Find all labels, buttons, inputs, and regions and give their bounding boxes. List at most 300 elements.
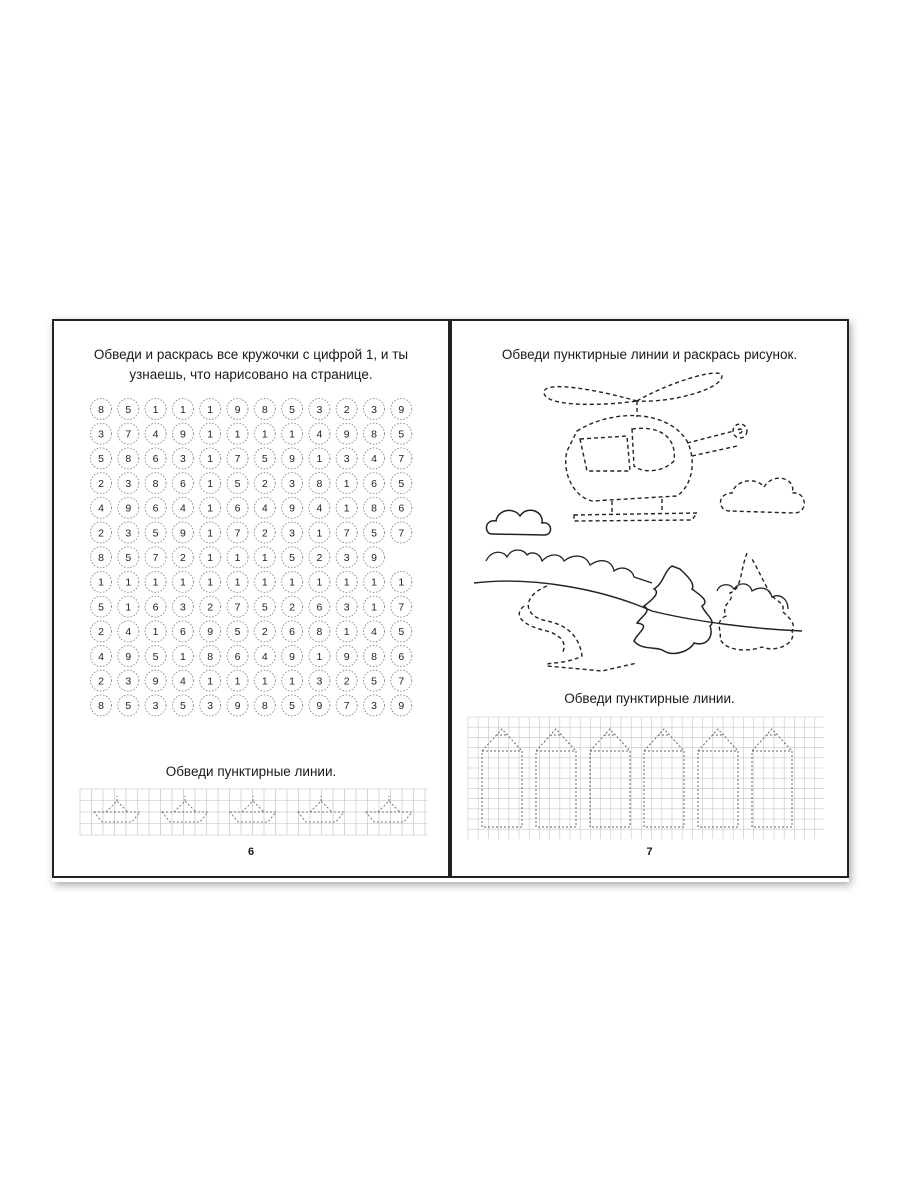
number-circle: [254, 695, 275, 716]
number-circle: [336, 547, 357, 568]
circle-digit: 9: [125, 502, 132, 515]
circle-digit: 1: [289, 675, 296, 688]
number-circle: [118, 423, 139, 444]
circle-digit: 9: [343, 650, 350, 663]
circle-digit: 1: [289, 576, 296, 589]
number-circle: [118, 621, 139, 642]
circle-digit: 1: [179, 403, 186, 416]
number-circle: [172, 399, 193, 420]
number-circle: [364, 399, 385, 420]
number-circle: [200, 571, 221, 592]
number-circle: [254, 399, 275, 420]
helicopter-landscape-drawing: [452, 321, 851, 681]
circle-digit: 5: [398, 477, 405, 490]
circle-digit: 1: [343, 626, 350, 639]
circle-digit: 4: [261, 502, 268, 515]
number-circle: [336, 596, 357, 617]
circle-digit: 2: [261, 477, 268, 490]
number-circle: [118, 522, 139, 543]
workbook-spread: [52, 319, 849, 882]
number-circle: [309, 473, 330, 494]
number-circle: [91, 399, 112, 420]
circle-digit: 4: [261, 650, 268, 663]
number-circle: [145, 497, 166, 518]
number-circle: [364, 423, 385, 444]
circle-digit: 8: [371, 502, 377, 515]
circle-digit: 4: [98, 502, 104, 515]
circle-digit: 1: [207, 552, 214, 564]
number-circle: [254, 621, 275, 642]
number-circle: [227, 547, 248, 568]
circle-digit: 8: [371, 650, 377, 663]
circle-digit: 4: [371, 453, 377, 466]
circle-digit: 1: [316, 527, 323, 540]
circle-digit: 1: [371, 576, 377, 589]
tree-dashed: [719, 553, 793, 650]
circle-digit: 1: [316, 576, 323, 589]
number-circle: [200, 448, 221, 469]
circle-digit: 1: [125, 601, 132, 614]
circle-digit: 4: [179, 502, 186, 515]
circle-digit: 2: [207, 601, 214, 614]
number-circle: [200, 423, 221, 444]
number-circle: [336, 448, 357, 469]
circle-digit: 3: [316, 675, 323, 688]
number-circle: [282, 670, 303, 691]
number-circle: [118, 646, 139, 667]
number-circle: [336, 695, 357, 716]
circle-digit: 3: [289, 527, 296, 540]
number-circle: [364, 621, 385, 642]
circle-digit: 5: [125, 403, 132, 416]
circle-digit: 3: [289, 477, 296, 490]
circle-digit: 5: [125, 700, 132, 713]
number-circle: [309, 497, 330, 518]
number-circle: [145, 399, 166, 420]
circle-digit: 1: [234, 552, 241, 564]
number-circle: [145, 473, 166, 494]
boat-dashed: [94, 796, 140, 822]
circle-digit: 2: [316, 552, 323, 564]
helicopter-rotor-dashed: [544, 373, 722, 417]
number-circle: [172, 522, 193, 543]
left-instruction-line-2: узнаешь, что нарисовано на странице.: [129, 367, 373, 382]
circle-digit: 6: [398, 502, 405, 515]
circle-digit: 6: [234, 650, 241, 663]
number-circle: [254, 596, 275, 617]
number-circle: [364, 646, 385, 667]
circle-digit: 1: [179, 650, 186, 663]
circle-digit: 5: [152, 527, 159, 540]
circle-digit: 1: [343, 502, 350, 515]
number-circle: [172, 547, 193, 568]
number-circle: [391, 646, 412, 667]
circle-digit: 9: [234, 403, 241, 416]
number-circle: [200, 399, 221, 420]
circle-digit: 9: [371, 552, 377, 564]
circle-digit: 1: [207, 675, 214, 688]
circle-digit: 3: [125, 477, 132, 490]
circle-digit: 1: [179, 576, 186, 589]
circle-digit: 2: [261, 626, 268, 639]
circle-digit: 5: [234, 626, 241, 639]
circle-digit: 4: [179, 675, 186, 688]
number-circle: [227, 423, 248, 444]
circle-digit: 4: [316, 428, 323, 441]
circle-digit: 3: [343, 453, 350, 466]
number-circle: [118, 571, 139, 592]
circle-digit: 8: [261, 700, 268, 713]
number-circle: [336, 497, 357, 518]
circle-digit: 7: [398, 453, 405, 466]
circle-digit: 7: [398, 675, 405, 688]
number-circle: [91, 596, 112, 617]
number-circle: [391, 399, 412, 420]
number-circle: [282, 448, 303, 469]
number-circle: [145, 571, 166, 592]
boat-dashed: [162, 796, 208, 822]
circle-digit: 5: [234, 477, 241, 490]
number-circle: [227, 670, 248, 691]
circle-digit: 2: [98, 626, 104, 639]
circle-digit: 8: [152, 477, 159, 490]
number-circle: [91, 547, 112, 568]
number-circle: [118, 473, 139, 494]
circle-digit: 5: [98, 601, 104, 614]
number-circle: [227, 497, 248, 518]
number-circle: [118, 399, 139, 420]
circle-digit: 3: [316, 403, 323, 416]
cloud-solid: [486, 510, 550, 535]
number-circle: [309, 670, 330, 691]
number-circle: [118, 547, 139, 568]
circle-digit: 6: [179, 477, 186, 490]
circle-digit: 4: [316, 502, 323, 515]
number-circle: [391, 473, 412, 494]
number-circle: [336, 473, 357, 494]
circle-digit: 9: [125, 650, 132, 663]
circle-digit: 1: [289, 428, 296, 441]
number-circle: [145, 646, 166, 667]
circle-digit: 5: [289, 700, 296, 713]
number-circle: [391, 596, 412, 617]
number-circle: [200, 695, 221, 716]
circle-digit: 1: [207, 403, 214, 416]
number-circle: [309, 695, 330, 716]
number-circle: [282, 547, 303, 568]
number-circle: [172, 621, 193, 642]
circle-digit: 1: [261, 675, 268, 688]
circle-digit: 3: [98, 428, 104, 441]
number-circle: [309, 448, 330, 469]
number-circle: [91, 571, 112, 592]
circle-digit: 6: [371, 477, 377, 490]
circle-digit: 8: [261, 403, 268, 416]
number-circle: [91, 448, 112, 469]
circle-digit: 7: [125, 428, 132, 441]
page-number-right: 7: [646, 846, 653, 858]
number-circle: [145, 670, 166, 691]
number-circle: [254, 646, 275, 667]
circle-digit: 1: [207, 502, 214, 515]
circle-digit: 3: [371, 403, 377, 416]
number-circle: [200, 596, 221, 617]
circle-digit: 1: [398, 576, 405, 589]
boat-dashed: [366, 796, 412, 822]
number-circle: [200, 473, 221, 494]
circle-digit: 6: [152, 502, 159, 515]
circle-digit: 8: [98, 552, 104, 564]
number-circle: [309, 399, 330, 420]
circle-digit: 3: [343, 601, 350, 614]
circle-digit: 1: [316, 453, 323, 466]
circle-digit: 9: [234, 700, 241, 713]
number-circle: [391, 571, 412, 592]
number-circle: [336, 522, 357, 543]
number-circle: [282, 596, 303, 617]
number-circle: [172, 448, 193, 469]
number-circle: [172, 646, 193, 667]
number-circle: [172, 423, 193, 444]
circle-digit: 3: [343, 552, 350, 564]
number-circle: [364, 473, 385, 494]
number-circle: [282, 423, 303, 444]
circle-digit: 9: [152, 675, 159, 688]
circle-digit: 1: [125, 576, 132, 589]
circle-digit: 6: [152, 453, 159, 466]
circle-digit: 6: [316, 601, 323, 614]
number-circle: [364, 497, 385, 518]
circle-digit: 9: [343, 428, 350, 441]
number-circle: [118, 596, 139, 617]
number-circle: [336, 399, 357, 420]
circle-digit: 2: [179, 552, 186, 564]
circle-digit: 1: [261, 552, 268, 564]
circle-digit: 8: [316, 477, 323, 490]
circle-digit: 5: [398, 626, 405, 639]
number-circle: [282, 621, 303, 642]
number-circle: [391, 448, 412, 469]
number-circle: [118, 695, 139, 716]
number-circle: [282, 473, 303, 494]
number-circle: [227, 399, 248, 420]
circle-digit: 3: [207, 700, 214, 713]
circle-digit: 1: [207, 428, 214, 441]
right-trace-label: Обведи пунктирные линии.: [564, 691, 735, 706]
number-circle: [309, 522, 330, 543]
number-circle: [336, 423, 357, 444]
number-circle: [364, 547, 385, 568]
number-circle: [227, 522, 248, 543]
circle-digit: 7: [234, 527, 241, 540]
circle-digit: 2: [98, 477, 104, 490]
number-circle: [145, 522, 166, 543]
number-circle: [254, 448, 275, 469]
circle-digit: 7: [343, 527, 350, 540]
circle-digit: 7: [234, 601, 241, 614]
number-circle: [200, 621, 221, 642]
number-circle: [282, 399, 303, 420]
number-circle-grid: [54, 321, 452, 761]
number-circle: [364, 596, 385, 617]
number-circle: [309, 571, 330, 592]
right-instruction: Обведи пунктирные линии и раскрась рисунок.: [501, 347, 798, 362]
number-circle: [254, 571, 275, 592]
circle-digit: 1: [343, 576, 350, 589]
circle-digit: 1: [207, 527, 214, 540]
circle-digit: 1: [234, 675, 241, 688]
number-circle: [145, 695, 166, 716]
circle-digit: 5: [179, 700, 186, 713]
circle-digit: 2: [261, 527, 268, 540]
circle-digit: 6: [398, 650, 405, 663]
number-circle: [254, 547, 275, 568]
circle-digit: 3: [125, 527, 132, 540]
number-circle: [254, 423, 275, 444]
number-circle: [282, 695, 303, 716]
circle-digit: 7: [398, 601, 405, 614]
number-circle: [309, 547, 330, 568]
number-circle: [364, 695, 385, 716]
number-circle: [91, 522, 112, 543]
number-circle: [336, 571, 357, 592]
number-circle: [91, 695, 112, 716]
number-circle: [254, 670, 275, 691]
number-circle: [227, 596, 248, 617]
circle-digit: 3: [125, 675, 132, 688]
circle-digit: 3: [152, 700, 159, 713]
circle-digit: 2: [289, 601, 296, 614]
number-circle: [145, 448, 166, 469]
number-circle: [91, 497, 112, 518]
circle-digit: 5: [261, 453, 268, 466]
circle-digit: 3: [371, 700, 377, 713]
number-circle: [172, 695, 193, 716]
circle-digit: 9: [398, 403, 405, 416]
number-circle: [282, 646, 303, 667]
circle-digit: 5: [289, 403, 296, 416]
circle-digit: 1: [152, 576, 159, 589]
number-circle: [172, 571, 193, 592]
number-circle: [391, 670, 412, 691]
circle-digit: 1: [207, 477, 214, 490]
circle-digit: 7: [234, 453, 241, 466]
number-circle: [227, 571, 248, 592]
circle-digit: 5: [152, 650, 159, 663]
circle-digit: 9: [179, 527, 186, 540]
circle-digit: 1: [343, 477, 350, 490]
number-circle: [391, 423, 412, 444]
number-circle: [391, 497, 412, 518]
circle-digit: 5: [398, 428, 405, 441]
number-circle: [91, 473, 112, 494]
number-circle: [200, 646, 221, 667]
cloud-dashed: [720, 478, 804, 513]
number-circle: [336, 670, 357, 691]
number-circle: [391, 695, 412, 716]
circle-digit: 1: [234, 428, 241, 441]
number-circle: [145, 423, 166, 444]
page-right: [450, 319, 849, 878]
circle-digit: 5: [125, 552, 132, 564]
circle-digit: 8: [207, 650, 214, 663]
circle-digit: 2: [343, 675, 350, 688]
circle-digit: 9: [179, 428, 186, 441]
circle-digit: 5: [371, 527, 377, 540]
boat-dashed: [298, 796, 344, 822]
circle-digit: 1: [152, 403, 159, 416]
number-circle: [364, 522, 385, 543]
number-circle: [254, 497, 275, 518]
circle-digit: 7: [152, 552, 159, 564]
circle-digit: 1: [98, 576, 104, 589]
circle-digit: 3: [179, 453, 186, 466]
number-circle: [200, 547, 221, 568]
circle-digit: 9: [398, 700, 405, 713]
bushes-line: [486, 550, 652, 583]
circle-digit: 2: [98, 675, 104, 688]
circle-digit: 9: [289, 453, 296, 466]
number-circle: [227, 695, 248, 716]
circle-digit: 4: [98, 650, 104, 663]
circle-digit: 4: [125, 626, 132, 639]
number-circle: [309, 423, 330, 444]
number-circle: [91, 670, 112, 691]
circle-digit: 1: [261, 576, 268, 589]
number-circle: [309, 646, 330, 667]
number-circle: [145, 547, 166, 568]
number-circle: [254, 522, 275, 543]
number-circle: [145, 596, 166, 617]
number-circle: [309, 621, 330, 642]
number-circle: [364, 571, 385, 592]
number-circle: [172, 497, 193, 518]
circle-digit: 6: [289, 626, 296, 639]
circle-digit: 4: [152, 428, 159, 441]
number-circle: [227, 448, 248, 469]
circle-digit: 9: [316, 700, 323, 713]
number-circle: [118, 670, 139, 691]
circle-digit: 6: [234, 502, 241, 515]
number-circle: [282, 522, 303, 543]
circle-digit: 8: [316, 626, 323, 639]
circle-digit: 7: [343, 700, 350, 713]
circle-digit: 5: [261, 601, 268, 614]
number-circle: [336, 646, 357, 667]
circle-digit: 8: [371, 428, 377, 441]
helicopter-body-dashed: [566, 416, 747, 521]
number-circle: [282, 497, 303, 518]
number-circle: [91, 423, 112, 444]
number-circle: [172, 596, 193, 617]
number-circle: [254, 473, 275, 494]
circle-digit: 1: [234, 576, 241, 589]
left-instruction-line-1: Обведи и раскрась все кружочки с цифрой 1, и ты: [93, 347, 409, 362]
circle-digit: 4: [371, 626, 377, 639]
number-circle: [91, 646, 112, 667]
circle-digit: 7: [398, 527, 405, 540]
number-circle: [227, 621, 248, 642]
number-circle: [282, 571, 303, 592]
number-circle: [172, 473, 193, 494]
pencil-tracing-grid: [468, 717, 824, 839]
circle-digit: 5: [289, 552, 296, 564]
number-circle: [118, 448, 139, 469]
circle-digit: 8: [98, 403, 104, 416]
circle-digit: 1: [152, 626, 159, 639]
number-circle: [118, 497, 139, 518]
circle-digit: 9: [289, 502, 296, 515]
